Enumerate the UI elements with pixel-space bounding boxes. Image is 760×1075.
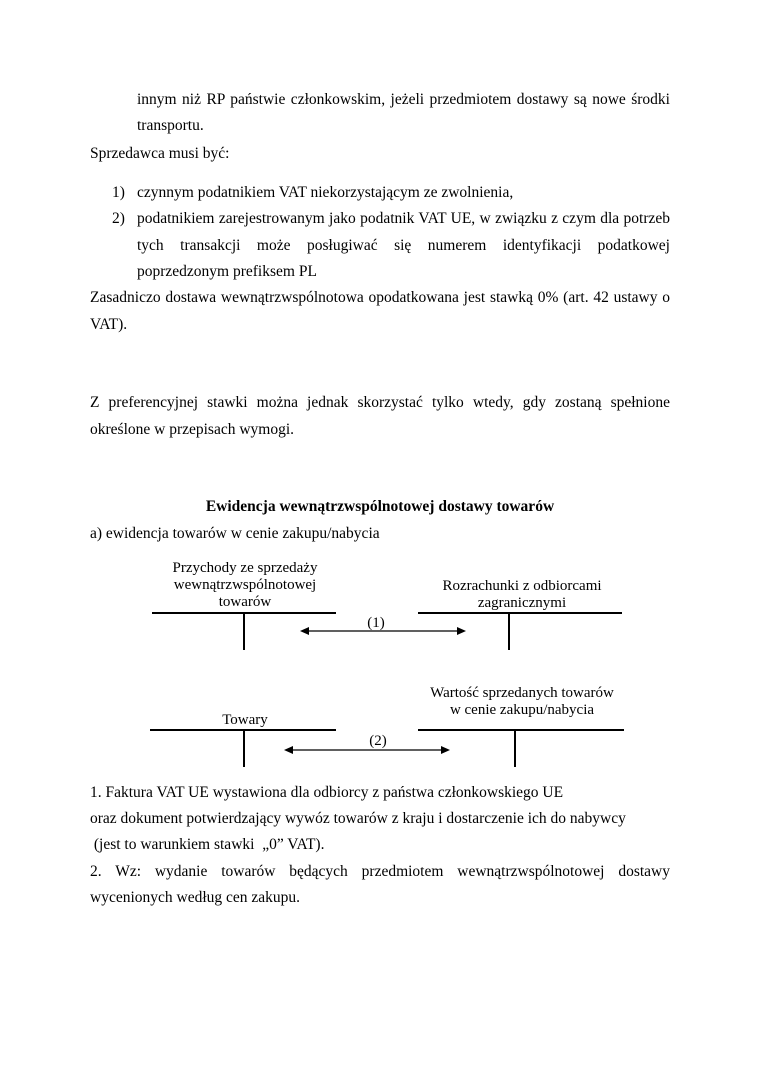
- list-number: 2): [112, 210, 125, 227]
- seller-intro: Sprzedawca musi być:: [90, 145, 230, 162]
- t-account-label-line: Towary: [222, 712, 268, 728]
- arrow-label: (2): [369, 733, 387, 749]
- paragraph-line: Z preferencyjnej stawki można jednak skorzystać tylko wtedy, gdy zostaną spełnione: [90, 394, 670, 411]
- list-item: poprzedzonym prefiksem PL: [137, 263, 317, 280]
- t-account-label-line: Rozrachunki z odbiorcami: [442, 578, 602, 594]
- t-account-label-line: zagranicznymi: [477, 595, 567, 611]
- t-account-label-receivables: [418, 578, 626, 612]
- double-arrow-icon: [300, 625, 466, 637]
- paragraph-line: określone w przepisach wymogi.: [90, 421, 295, 438]
- t-account-label-cost: [418, 685, 626, 719]
- t-account-label-goods: [190, 712, 300, 729]
- list-item: czynnym podatnikiem VAT niekorzystającym ze zwolnienia,: [137, 184, 514, 201]
- paragraph-line: VAT).: [90, 316, 128, 333]
- list-number: 1): [112, 184, 125, 201]
- note-line: wycenionych według cen zakupu.: [90, 889, 301, 906]
- t-account-label-line: Wartość sprzedanych towarów: [430, 685, 614, 701]
- section-title: Ewidencja wewnątrzwspólnotowej dostawy towarów: [205, 498, 555, 515]
- list-item: tych transakcji może posługiwać się numerem identyfikacji podatkowej: [137, 237, 670, 254]
- item-continuation-line: innym niż RP państwie członkowskim, jeżeli przedmiotem dostawy są nowe środki: [137, 91, 670, 108]
- note-line: 2. Wz: wydanie towarów będących przedmiotem wewnątrzwspólnotowej dostawy: [90, 863, 670, 880]
- double-arrow-icon: [284, 744, 450, 756]
- t-account-label-line: towarów: [218, 594, 272, 610]
- t-account-top-line: [418, 612, 622, 614]
- note-line: oraz dokument potwierdzający wywóz towarów z kraju i dostarczenie ich do nabywcy: [90, 810, 626, 827]
- paragraph-line: Zasadniczo dostawa wewnątrzwspólnotowa opodatkowana jest stawką 0% (art. 42 ustawy o: [90, 289, 670, 306]
- t-account-label-line: w cenie zakupu/nabycia: [449, 702, 595, 718]
- note-line: (jest to warunkiem stawki „0” VAT).: [90, 836, 325, 853]
- t-account-stem: [243, 729, 245, 767]
- t-account-label-revenue: [150, 560, 340, 611]
- note-line: 1. Faktura VAT UE wystawiona dla odbiorcy z państwa członkowskiego UE: [90, 784, 564, 801]
- t-account-label-line: Przychody ze sprzedaży: [172, 560, 318, 576]
- list-item: podatnikiem zarejestrowanym jako podatnik VAT UE, w związku z czym dla potrzeb: [137, 210, 670, 227]
- t-account-label-line: wewnątrzwspólnotowej: [173, 577, 317, 593]
- t-account-top-line: [418, 729, 624, 731]
- t-account-stem: [243, 612, 245, 650]
- subsection-heading: a) ewidencja towarów w cenie zakupu/nabycia: [90, 525, 380, 542]
- item-continuation-line: transportu.: [137, 117, 204, 134]
- arrow-label: (1): [367, 615, 385, 631]
- t-account-stem: [514, 729, 516, 767]
- t-account-stem: [508, 612, 510, 650]
